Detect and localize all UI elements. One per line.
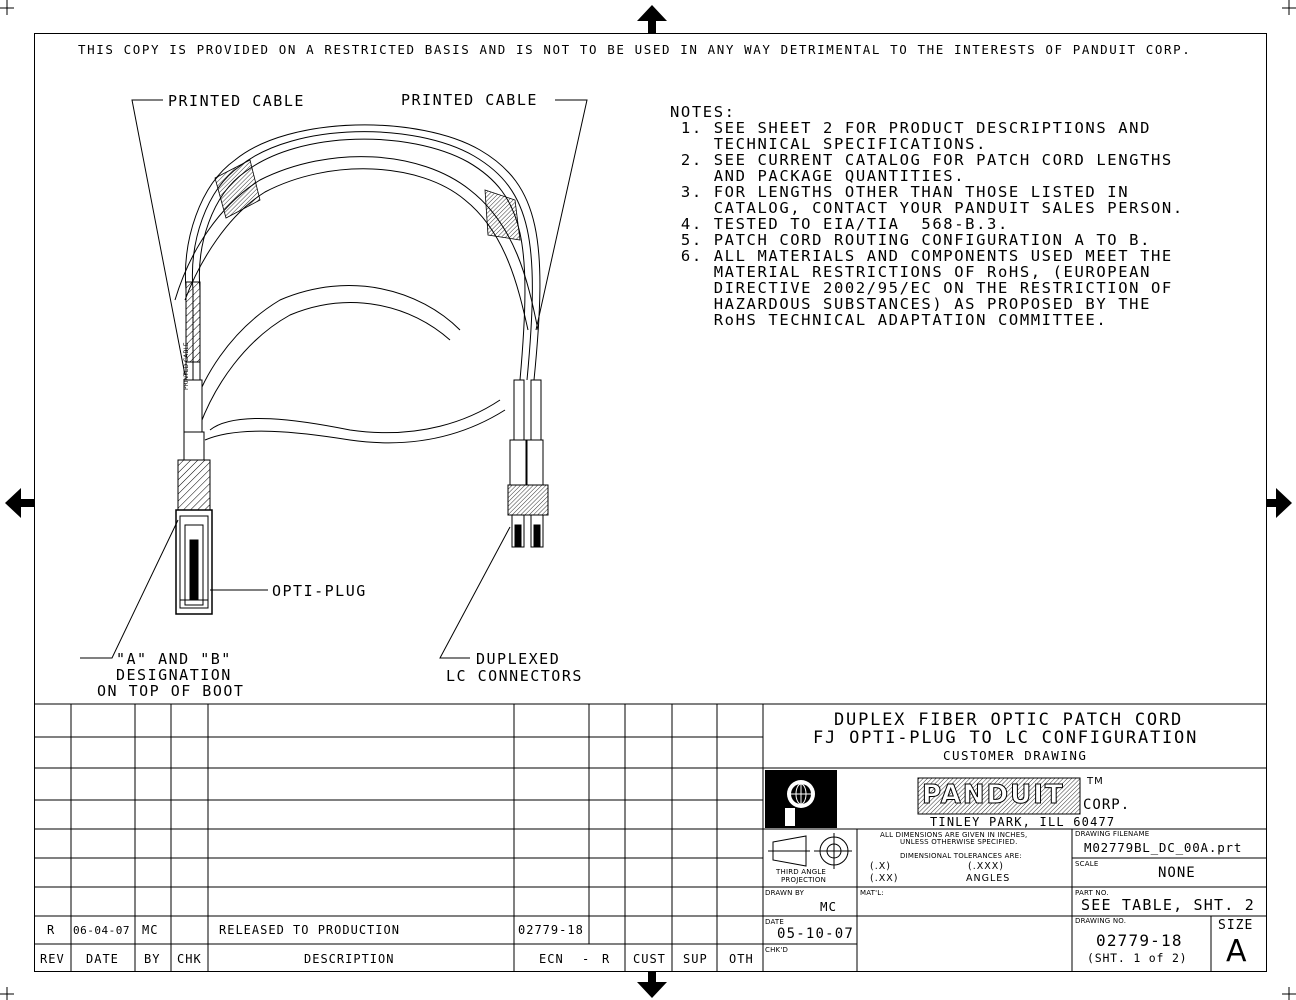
drawn-by-value: MC	[820, 899, 838, 914]
note-line: TECHNICAL SPECIFICATIONS.	[670, 135, 988, 153]
note-line: 2. SEE CURRENT CATALOG FOR PATCH CORD LENGTHS	[670, 151, 1173, 169]
dimension-note-1: ALL DIMENSIONS ARE GIVEN IN INCHES,	[880, 831, 1028, 839]
oth-header: OTH	[729, 952, 754, 966]
callout-printed-cable-left: PRINTED CABLE	[168, 92, 305, 110]
size-label: SIZE	[1218, 918, 1254, 933]
note-line: DIRECTIVE 2002/95/EC ON THE RESTRICTION OF	[670, 279, 1173, 297]
ecn-r-header: R	[602, 952, 611, 966]
callout-ab-line3: ON TOP OF BOOT	[97, 682, 245, 700]
note-line: CATALOG, CONTACT YOUR PANDUIT SALES PERSON.	[670, 199, 1184, 217]
rev-ecn-value: 02779-18	[518, 923, 584, 937]
dimension-note-2: UNLESS OTHERWISE SPECIFIED.	[900, 838, 1018, 846]
size-value: A	[1226, 934, 1248, 969]
note-line: 3. FOR LENGTHS OTHER THAN THOSE LISTED IN	[670, 183, 1130, 201]
panduit-wordmark: PANDUIT	[922, 780, 1065, 810]
rev-value: R	[47, 923, 56, 937]
ecn-header: ECN	[539, 952, 564, 966]
lc-connectors	[508, 380, 548, 547]
callout-lc-line2: LC CONNECTORS	[446, 667, 583, 685]
by-header: BY	[144, 952, 161, 966]
note-line: 5. PATCH CORD ROUTING CONFIGURATION A TO B.	[670, 231, 1151, 249]
disclaimer-text: THIS COPY IS PROVIDED ON A RESTRICTED BASIS AND IS NOT TO BE USED IN ANY WAY DETRIMENTAL TO THE INTERESTS OF PANDUIT CORP.	[78, 42, 1192, 57]
corp-text: CORP.	[1083, 797, 1131, 813]
company-address: TINLEY PARK, ILL 60477	[930, 815, 1116, 829]
drawing-number-label: DRAWING NO.	[1075, 917, 1127, 925]
callout-ab-line2: DESIGNATION	[116, 666, 232, 684]
tolerance-heading: DIMENSIONAL TOLERANCES ARE:	[900, 852, 1022, 860]
cable-print-label: PRINTED CABLE	[183, 342, 190, 390]
projection-label-1: THIRD ANGLE	[776, 868, 827, 876]
tolerance-xx: (.XX)	[870, 873, 899, 884]
drawing-filename-value: M02779BL_DC_00A.prt	[1084, 840, 1243, 855]
cable-wrap-hatch	[215, 160, 520, 240]
panduit-p-logo	[765, 770, 837, 828]
third-angle-projection-symbol	[768, 833, 852, 869]
trademark-mark: TM	[1087, 776, 1104, 787]
callout-printed-cable-right: PRINTED CABLE	[401, 91, 538, 109]
callout-lc-line1: DUPLEXED	[476, 650, 561, 668]
leader-lines	[80, 100, 587, 658]
note-line: AND PACKAGE QUANTITIES.	[670, 167, 966, 185]
note-line: MATERIAL RESTRICTIONS OF RoHS, (EUROPEAN	[670, 263, 1151, 281]
part-number-value: SEE TABLE, SHT. 2	[1081, 896, 1255, 914]
part-number-label: PART NO.	[1075, 889, 1109, 897]
note-line: RoHS TECHNICAL ADAPTATION COMMITTEE.	[670, 311, 1108, 329]
date-value: 05-10-07	[777, 926, 855, 942]
note-line: 1. SEE SHEET 2 FOR PRODUCT DESCRIPTIONS AND	[670, 119, 1151, 137]
date-header: DATE	[86, 952, 119, 966]
tolerance-x: (.X)	[870, 861, 891, 872]
drawn-by-label: DRAWN BY	[765, 889, 805, 897]
rev-by-value: MC	[142, 923, 159, 937]
callout-ab-line1: "A" AND "B"	[116, 650, 232, 668]
material-label: MAT'L:	[860, 889, 884, 897]
drawing-number-value: 02779-18	[1096, 931, 1183, 950]
title-line-2: FJ OPTI-PLUG TO LC CONFIGURATION	[813, 728, 1199, 748]
tolerance-angles: ANGLES	[966, 873, 1011, 884]
rev-description-value: RELEASED TO PRODUCTION	[219, 923, 400, 937]
title-line-1: DUPLEX FIBER OPTIC PATCH CORD	[834, 710, 1184, 730]
scale-value: NONE	[1158, 865, 1196, 881]
notes-heading: NOTES:	[670, 103, 736, 121]
scale-label: SCALE	[1075, 860, 1099, 868]
note-line: 4. TESTED TO EIA/TIA 568-B.3.	[670, 215, 1009, 233]
rev-header: REV	[40, 952, 65, 966]
ecn-separator: -	[582, 952, 591, 966]
date-label: DATE	[765, 918, 785, 926]
sup-header: SUP	[683, 952, 708, 966]
note-line: HAZARDOUS SUBSTANCES) AS PROPOSED BY THE	[670, 295, 1151, 313]
projection-label-2: PROJECTION	[781, 876, 827, 884]
sheet-number: (SHT. 1 of 2)	[1087, 951, 1188, 965]
tolerance-xxx: (.XXX)	[968, 861, 1004, 872]
callout-opti-plug: OPTI-PLUG	[272, 582, 367, 600]
checked-label: CHK'D	[765, 946, 789, 954]
title-subtitle: CUSTOMER DRAWING	[943, 748, 1088, 763]
opti-plug-connector	[176, 380, 212, 614]
rev-date-value: 06-04-07	[73, 924, 130, 937]
notes-block	[670, 104, 1184, 328]
drawing-filename-label: DRAWING FILENAME	[1075, 830, 1150, 838]
cust-header: CUST	[633, 952, 666, 966]
note-line: 6. ALL MATERIALS AND COMPONENTS USED MEET THE	[670, 247, 1173, 265]
chk-header: CHK	[177, 952, 202, 966]
description-header: DESCRIPTION	[304, 952, 395, 966]
